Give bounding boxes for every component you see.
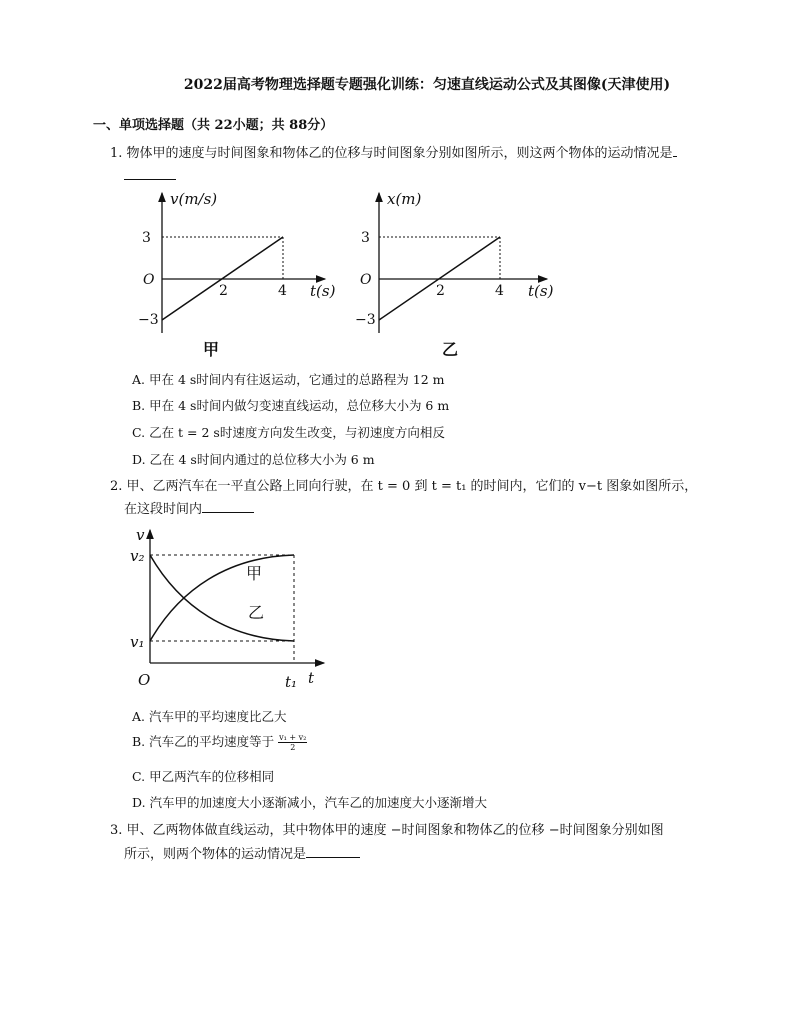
- answer-blank-line: [124, 165, 176, 180]
- y-axis-label: x(m): [387, 190, 422, 208]
- option-c: C. 甲乙两汽车的位移相同: [132, 769, 275, 784]
- t1-label: t₁: [285, 673, 298, 691]
- option-b: [132, 732, 307, 752]
- v1-label: v₁: [130, 633, 145, 651]
- tick-label: 2: [436, 283, 445, 299]
- option-a: A. 甲在 4 s时间内有往返运动，它通过的总路程为 12 m: [132, 372, 445, 387]
- tick-label: −3: [355, 312, 376, 328]
- question-3-stem-line1: 3. 甲、乙两物体做直线运动，其中物体甲的速度 −时间图象和物体乙的位移 −时间图象分别如图: [110, 823, 664, 838]
- x-axis-label: t(s): [310, 282, 335, 300]
- graph-jia-vt: [135, 183, 335, 361]
- x-axis-label: t(s): [528, 282, 554, 300]
- y-axis-label: v: [136, 526, 145, 544]
- answer-blank: [202, 498, 254, 513]
- v2-label: v₂: [130, 547, 145, 565]
- question-2-stem-line1: 2. 甲、乙两汽车在一平直公路上同向行驶，在 t = 0 到 t = t₁ 的时间内，它们的 v−t 图象如图所示，: [110, 479, 698, 494]
- question-2-stem-line2: [124, 498, 254, 522]
- tick-label: 3: [142, 230, 151, 246]
- tick-label: 4: [278, 283, 287, 299]
- y-axis-label: v(m/s): [170, 190, 218, 208]
- tick-label: 4: [495, 283, 504, 299]
- answer-blank: [673, 142, 677, 157]
- option-d: D. 汽车甲的加速度大小逐渐减小，汽车乙的加速度大小逐渐增大: [132, 795, 488, 810]
- curve-label-yi: 乙: [248, 603, 265, 622]
- fraction-denominator: 2: [290, 743, 296, 752]
- question-3-text: 所示，则两个物体的运动情况是: [124, 847, 307, 862]
- curve-label-jia: 甲: [246, 564, 263, 583]
- origin-label: O: [360, 272, 372, 288]
- x-axis-label: t: [308, 669, 315, 687]
- answer-blank: [306, 843, 360, 858]
- tick-label: 3: [361, 230, 370, 246]
- graph-caption: 甲: [203, 340, 220, 359]
- tick-label: 2: [219, 283, 228, 299]
- section-heading: 一、单项选择题（共 22小题；共 88分）: [93, 118, 334, 133]
- option-b-text: B. 汽车乙的平均速度等于: [132, 734, 275, 749]
- option-d: D. 乙在 4 s时间内通过的总位移大小为 6 m: [132, 452, 375, 467]
- curve-yi: [150, 555, 294, 641]
- graph-yi-xt: [352, 183, 562, 361]
- graph-vt-two-cars: [128, 524, 328, 696]
- document-title: 2022届高考物理选择题专题强化训练：匀速直线运动公式及其图像(天津使用): [183, 77, 671, 93]
- origin-label: O: [138, 671, 151, 689]
- fraction-numerator: v₁ + v₂: [279, 733, 307, 742]
- question-3-stem-line2: [124, 843, 360, 867]
- tick-label: −3: [138, 312, 159, 328]
- option-b: B. 甲在 4 s时间内做匀变速直线运动，总位移大小为 6 m: [132, 398, 450, 413]
- graph-caption: 乙: [442, 340, 459, 359]
- question-1-text: 1. 物体甲的速度与时间图象和物体乙的位移与时间图象分别如图所示，则这两个物体的运动情况是: [110, 146, 673, 161]
- origin-label: O: [143, 272, 155, 288]
- question-1-stem: [110, 142, 677, 166]
- question-2-text: 在这段时间内: [124, 502, 203, 517]
- option-c: C. 乙在 t = 2 s时速度方向发生改变，与初速度方向相反: [132, 425, 445, 440]
- curve-jia: [150, 555, 294, 641]
- option-a: A. 汽车甲的平均速度比乙大: [132, 709, 287, 724]
- fraction: [278, 733, 307, 752]
